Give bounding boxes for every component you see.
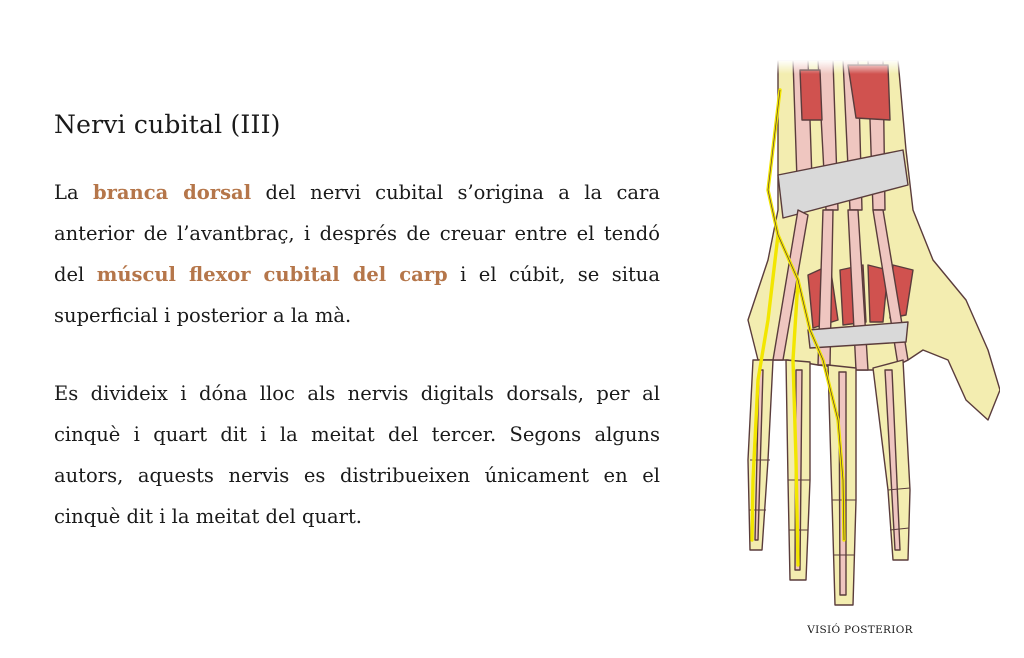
- hand-anatomy-illustration: [738, 60, 1000, 612]
- text-segment: La: [54, 181, 93, 204]
- text-column: [54, 110, 660, 537]
- text-segment: i el cúbit, se situa superficial i posterior a la mà.: [54, 263, 660, 327]
- paragraph-division: Es divideix i dóna lloc als nervis digitals dorsals, per al cinquè i quart dit i la meitat del tercer. Segons alguns autors, aquests nervis es distribueixen únicament en el cinquè dit i la meitat del quart.: [54, 382, 660, 528]
- highlight-branca-dorsal: branca dorsal: [92, 181, 252, 204]
- paragraph-origin: [54, 172, 660, 336]
- highlight-muscul-flexor: múscul flexor cubital del carp: [96, 263, 448, 286]
- figure-caption: VISIÓ POSTERIOR: [807, 624, 913, 636]
- page-title: Nervi cubital (III): [54, 110, 281, 139]
- text-segment: del nervi cubital s’origina a la cara anterior de l’avantbraç, i després de creuar entre el tendó del: [54, 181, 660, 286]
